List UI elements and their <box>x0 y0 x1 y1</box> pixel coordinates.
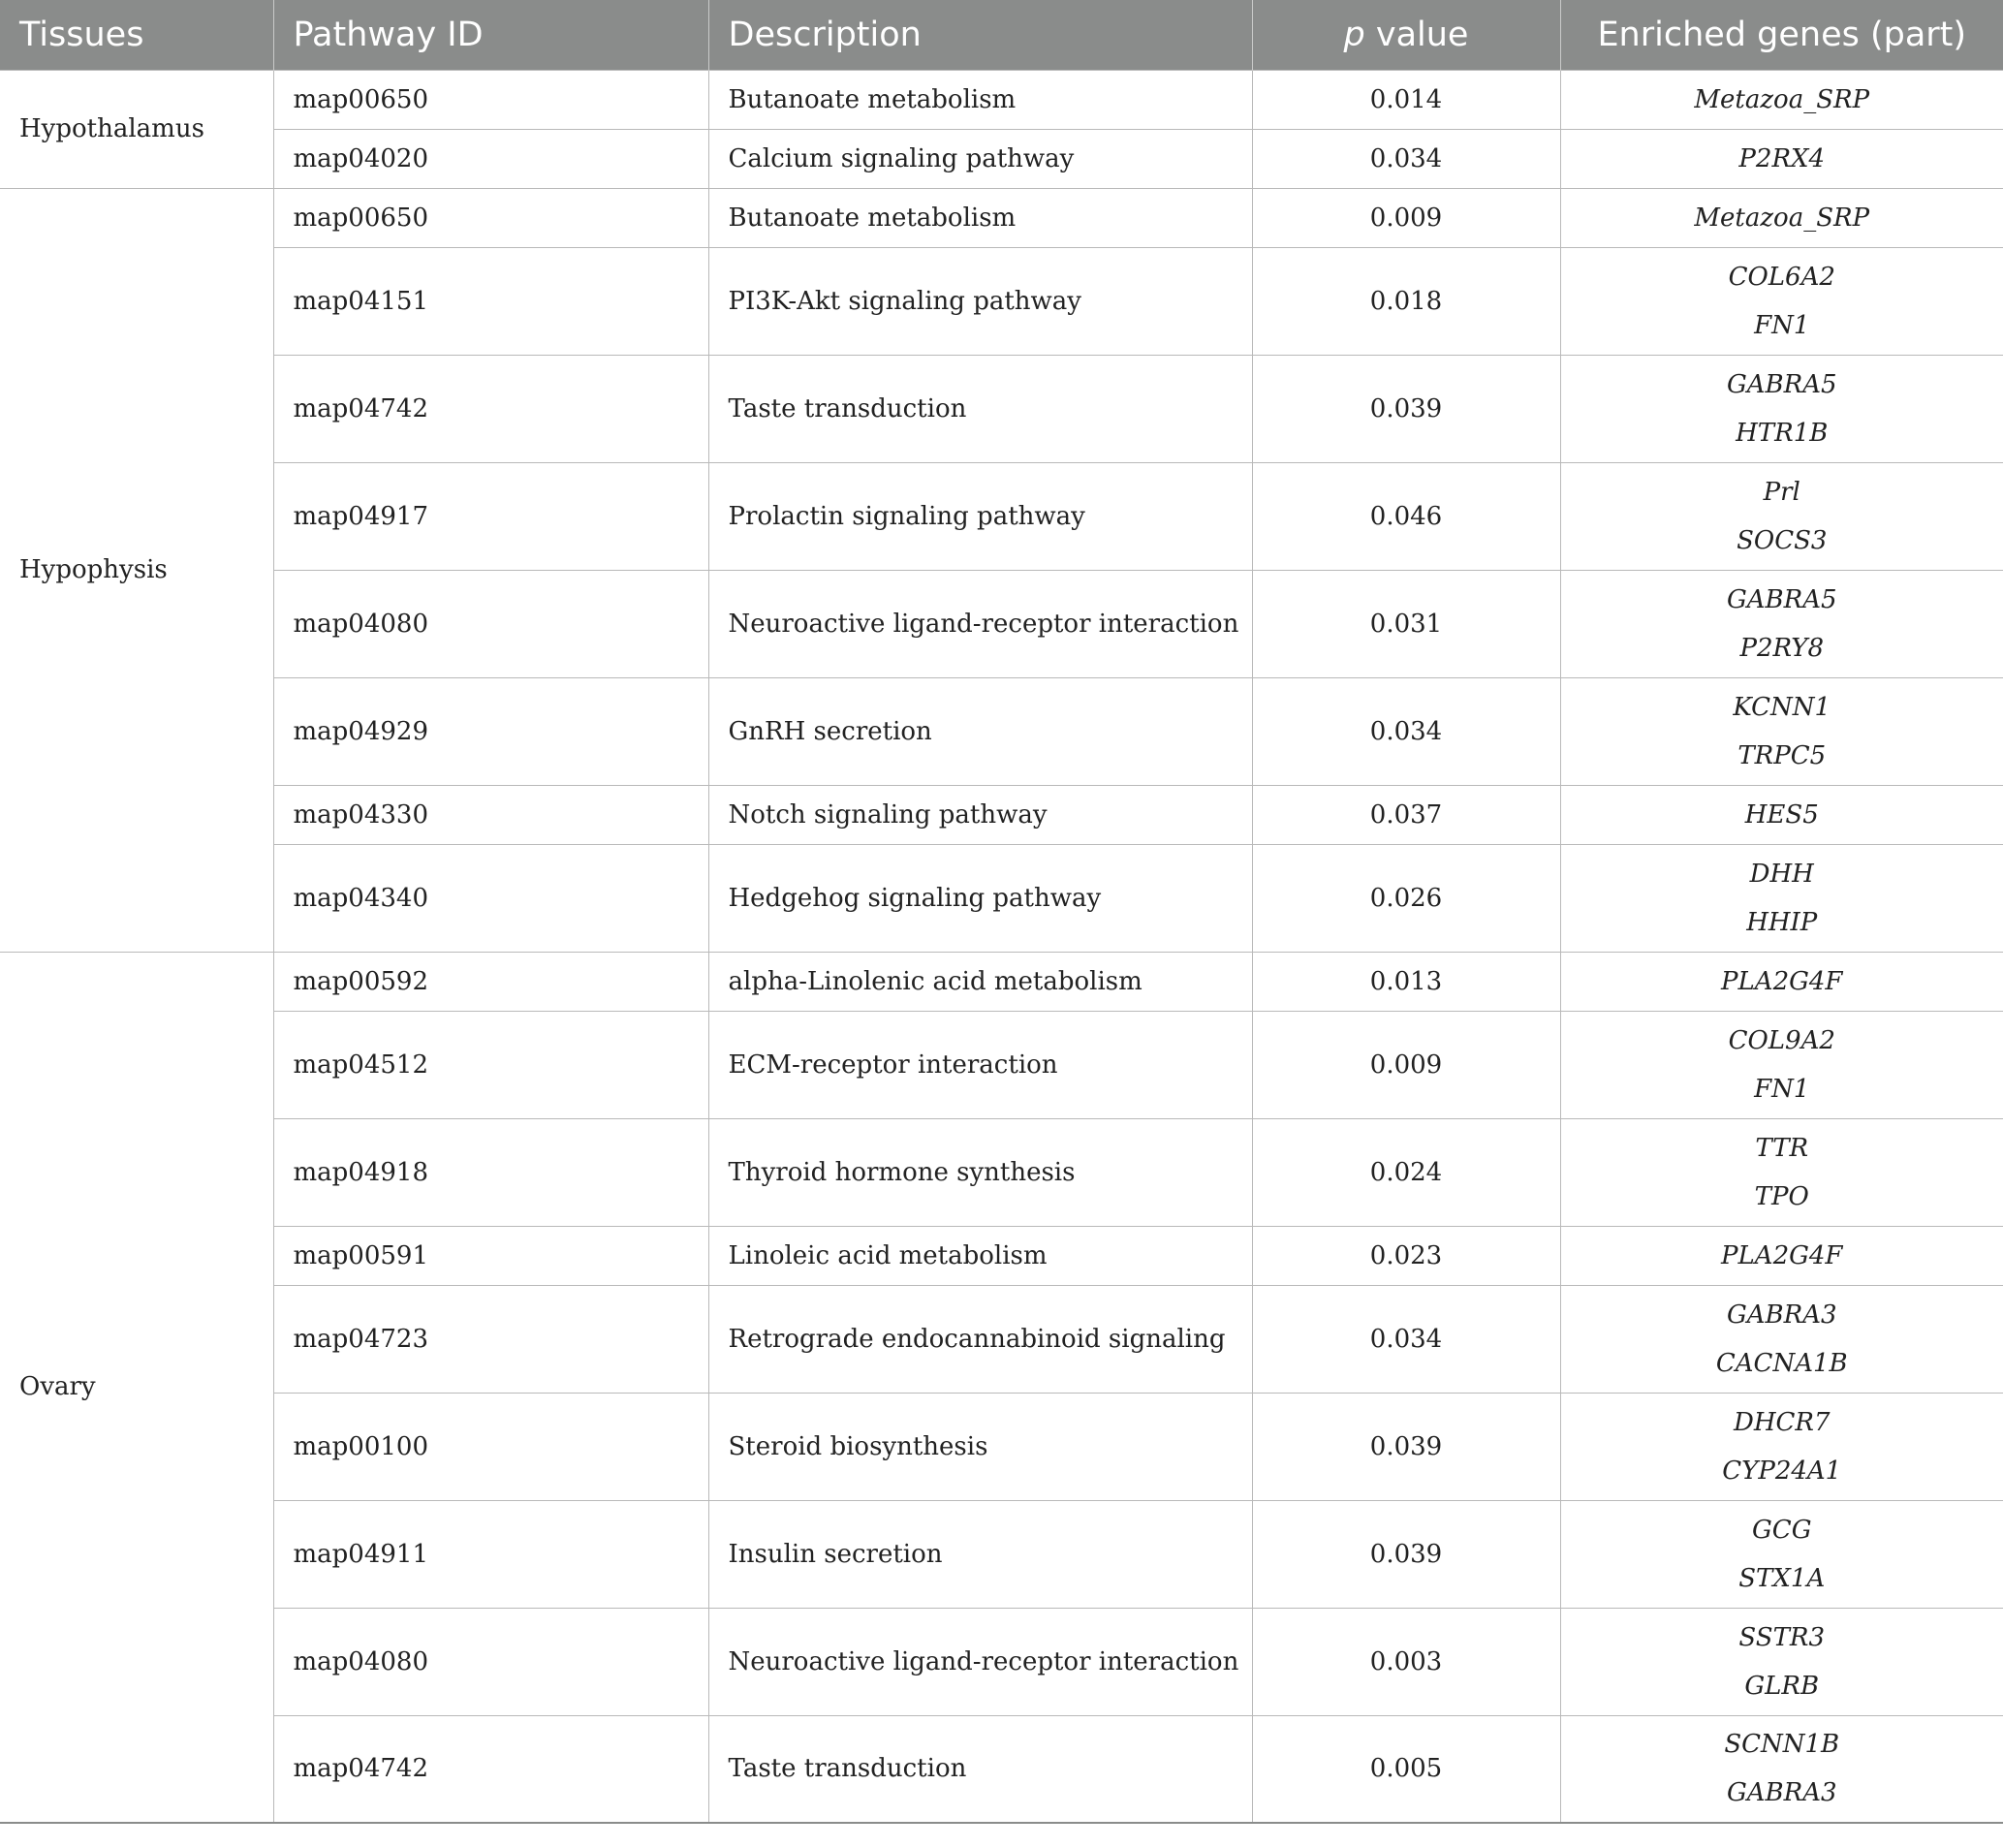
description-cell: Linoleic acid metabolism <box>708 1226 1252 1285</box>
gene-name: TRPC5 <box>1737 740 1827 770</box>
gene-name: GABRA5 <box>1726 584 1837 614</box>
table-row <box>0 785 2003 844</box>
gene-name: CYP24A1 <box>1722 1456 1842 1486</box>
description-cell: ECM-receptor interaction <box>708 1011 1252 1118</box>
gene-name: FN1 <box>1754 1074 1810 1104</box>
table-row <box>0 1226 2003 1285</box>
pathway-id-cell: map04917 <box>273 462 708 570</box>
description-cell: Neuroactive ligand-receptor interaction <box>708 570 1252 677</box>
gene-name: DHH <box>1749 859 1814 889</box>
gene-name: COL9A2 <box>1728 1025 1835 1055</box>
p-value-cell: 0.034 <box>1252 677 1560 785</box>
description-cell: Thyroid hormone synthesis <box>708 1118 1252 1226</box>
genes-cell <box>1560 1285 2003 1393</box>
table-header <box>0 0 2003 70</box>
gene-name: GCG <box>1752 1515 1812 1545</box>
gene-name: PLA2G4F <box>1721 1240 1843 1270</box>
p-value-cell: 0.034 <box>1252 129 1560 188</box>
gene-name: KCNN1 <box>1733 692 1831 722</box>
table-row <box>0 1500 2003 1608</box>
gene-name: COL6A2 <box>1728 262 1835 292</box>
gene-name: Prl <box>1763 477 1800 507</box>
genes-cell <box>1560 462 2003 570</box>
genes-cell <box>1560 1226 2003 1285</box>
p-value-cell: 0.023 <box>1252 1226 1560 1285</box>
p-value-cell: 0.039 <box>1252 1393 1560 1500</box>
p-value-cell: 0.005 <box>1252 1715 1560 1823</box>
pathway-id-cell: map04512 <box>273 1011 708 1118</box>
table-row <box>0 1608 2003 1715</box>
genes-cell <box>1560 1500 2003 1608</box>
gene-name: HES5 <box>1744 799 1819 830</box>
genes-cell <box>1560 247 2003 355</box>
genes-cell <box>1560 570 2003 677</box>
gene-name: Metazoa_SRP <box>1694 203 1870 233</box>
header-tissues: Tissues <box>0 0 273 70</box>
table-row <box>0 1011 2003 1118</box>
pathway-id-cell: map04080 <box>273 570 708 677</box>
genes-cell <box>1560 952 2003 1011</box>
gene-name: SOCS3 <box>1737 525 1828 555</box>
gene-name: GABRA5 <box>1726 369 1837 399</box>
gene-name: TTR <box>1755 1133 1809 1163</box>
genes-cell <box>1560 785 2003 844</box>
table-row <box>0 1393 2003 1500</box>
pathway-id-cell: map04080 <box>273 1608 708 1715</box>
gene-name: CACNA1B <box>1715 1348 1848 1378</box>
p-value-cell: 0.013 <box>1252 952 1560 1011</box>
description-cell: Butanoate metabolism <box>708 70 1252 129</box>
gene-name: P2RX4 <box>1738 143 1826 173</box>
gene-name: GABRA3 <box>1726 1778 1837 1808</box>
p-value-cell: 0.009 <box>1252 188 1560 247</box>
pathway-id-cell: map04929 <box>273 677 708 785</box>
p-value-cell: 0.031 <box>1252 570 1560 677</box>
genes-cell <box>1560 1393 2003 1500</box>
genes-cell <box>1560 70 2003 129</box>
pathway-id-cell: map00592 <box>273 952 708 1011</box>
genes-cell <box>1560 1118 2003 1226</box>
table-row <box>0 70 2003 129</box>
gene-name: HHIP <box>1746 907 1818 937</box>
p-value-cell: 0.026 <box>1252 844 1560 952</box>
gene-name: SSTR3 <box>1738 1622 1826 1652</box>
table-body <box>0 70 2003 1823</box>
genes-cell <box>1560 129 2003 188</box>
description-cell: Taste transduction <box>708 355 1252 462</box>
genes-cell <box>1560 677 2003 785</box>
gene-name: STX1A <box>1738 1563 1826 1593</box>
table-row <box>0 570 2003 677</box>
table-row <box>0 1118 2003 1226</box>
table-row <box>0 844 2003 952</box>
header-pathway-id: Pathway ID <box>273 0 708 70</box>
pathway-id-cell: map04340 <box>273 844 708 952</box>
pathway-id-cell: map04742 <box>273 1715 708 1823</box>
gene-name: P2RY8 <box>1739 633 1825 663</box>
gene-name: HTR1B <box>1736 418 1829 448</box>
pathway-id-cell: map00650 <box>273 70 708 129</box>
genes-cell <box>1560 844 2003 952</box>
gene-name: FN1 <box>1754 310 1810 340</box>
p-value-cell: 0.014 <box>1252 70 1560 129</box>
tissue-cell: Ovary <box>0 952 273 1823</box>
gene-name: TPO <box>1754 1181 1809 1211</box>
table-row <box>0 247 2003 355</box>
pathway-id-cell: map04742 <box>273 355 708 462</box>
header-description: Description <box>708 0 1252 70</box>
pathway-id-cell: map04918 <box>273 1118 708 1226</box>
genes-cell <box>1560 1608 2003 1715</box>
description-cell: PI3K-Akt signaling pathway <box>708 247 1252 355</box>
table-row <box>0 129 2003 188</box>
description-cell: Insulin secretion <box>708 1500 1252 1608</box>
p-value-cell: 0.034 <box>1252 1285 1560 1393</box>
table-row <box>0 462 2003 570</box>
table-row <box>0 952 2003 1011</box>
gene-name: PLA2G4F <box>1721 966 1843 996</box>
header-enriched-genes: Enriched genes (part) <box>1560 0 2003 70</box>
pathway-id-cell: map04723 <box>273 1285 708 1393</box>
gene-name: GABRA3 <box>1726 1300 1837 1330</box>
genes-cell <box>1560 188 2003 247</box>
pathway-id-cell: map04151 <box>273 247 708 355</box>
header-p-symbol: p <box>1343 15 1365 54</box>
description-cell: Steroid biosynthesis <box>708 1393 1252 1500</box>
header-p-value <box>1252 0 1560 70</box>
description-cell: Retrograde endocannabinoid signaling <box>708 1285 1252 1393</box>
table-row <box>0 355 2003 462</box>
p-value-cell: 0.039 <box>1252 1500 1560 1608</box>
gene-name: Metazoa_SRP <box>1694 84 1870 114</box>
p-value-cell: 0.024 <box>1252 1118 1560 1226</box>
description-cell: Butanoate metabolism <box>708 188 1252 247</box>
description-cell: Hedgehog signaling pathway <box>708 844 1252 952</box>
description-cell: Neuroactive ligand-receptor interaction <box>708 1608 1252 1715</box>
genes-cell <box>1560 1011 2003 1118</box>
pathway-id-cell: map04020 <box>273 129 708 188</box>
pathway-id-cell: map04330 <box>273 785 708 844</box>
header-p-suffix: value <box>1364 15 1469 54</box>
pathway-id-cell: map04911 <box>273 1500 708 1608</box>
table-row <box>0 1285 2003 1393</box>
p-value-cell: 0.037 <box>1252 785 1560 844</box>
description-cell: Taste transduction <box>708 1715 1252 1823</box>
description-cell: Notch signaling pathway <box>708 785 1252 844</box>
description-cell: Prolactin signaling pathway <box>708 462 1252 570</box>
gene-name: SCNN1B <box>1724 1730 1840 1760</box>
p-value-cell: 0.018 <box>1252 247 1560 355</box>
p-value-cell: 0.039 <box>1252 355 1560 462</box>
pathway-id-cell: map00100 <box>273 1393 708 1500</box>
p-value-cell: 0.046 <box>1252 462 1560 570</box>
genes-cell <box>1560 1715 2003 1823</box>
p-value-cell: 0.009 <box>1252 1011 1560 1118</box>
pathway-id-cell: map00650 <box>273 188 708 247</box>
table-row <box>0 677 2003 785</box>
gene-name: DHCR7 <box>1733 1407 1831 1437</box>
tissue-cell: Hypophysis <box>0 188 273 952</box>
description-cell: Calcium signaling pathway <box>708 129 1252 188</box>
tissue-cell: Hypothalamus <box>0 70 273 188</box>
description-cell: GnRH secretion <box>708 677 1252 785</box>
gene-name: GLRB <box>1744 1671 1820 1701</box>
pathway-id-cell: map00591 <box>273 1226 708 1285</box>
description-cell: alpha-Linolenic acid metabolism <box>708 952 1252 1011</box>
p-value-cell: 0.003 <box>1252 1608 1560 1715</box>
table-row <box>0 1715 2003 1823</box>
header-row <box>0 0 2003 70</box>
genes-cell <box>1560 355 2003 462</box>
table-row <box>0 188 2003 247</box>
